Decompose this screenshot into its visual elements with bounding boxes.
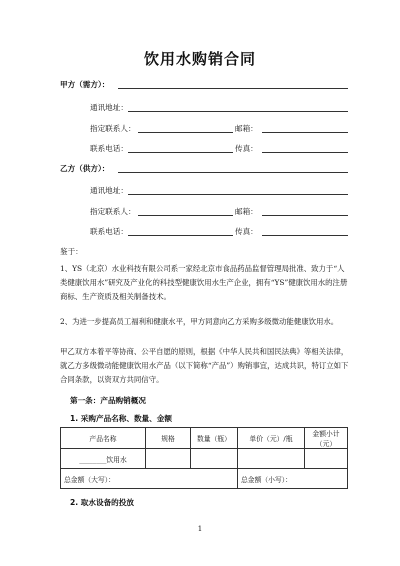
party-b-phone-label: 联系电话： (90, 227, 128, 236)
clause-3: 甲乙双方本着平等协商、公平自愿的原则，根据《中华人民共和国民法典》等相关法律，就乙方多级微动能健康饮用水产品（以下简称“产品”）购销事宜，达成共识，特订立如下合同条款，以资双方共同信守。 (60, 347, 349, 384)
clause-2: 2、为进一步提高员工福利和健康水平，甲方同意向乙方采购多级微动能健康饮用水。 (60, 317, 339, 326)
party-b-fax-blank (262, 235, 348, 236)
party-a-email-label: 邮箱： (235, 124, 258, 133)
party-b-email-blank (262, 215, 348, 216)
product-table (60, 427, 348, 489)
party-b-email-label: 邮箱： (235, 207, 258, 216)
party-b-address-label: 通讯地址： (90, 186, 128, 195)
party-a-email-blank (262, 132, 348, 133)
total-lower-cell: 总金额（小写）： (238, 469, 348, 489)
table-cell (146, 449, 191, 469)
party-a-fax-label: 传真： (235, 144, 258, 153)
section-1-heading: 1. 采购产品名称、数量、金额 (70, 414, 172, 423)
table-header-cell: 产品名称 (61, 428, 146, 449)
table-cell: ________饮用水 (61, 449, 146, 469)
table-header-cell: 金额小计（元） (305, 428, 348, 449)
page-title: 饮用水购销合同 (143, 50, 256, 68)
party-b-fax-label: 传真： (235, 227, 258, 236)
clause-1: 1、YS（北京）水业科技有限公司系一家经北京市食品药品监督管理局批准、致力于“人类健康饮用水”研究及产业化的科技型健康饮用水生产企业，拥有“YS”健康饮用水的注册商标、生产资质及相关制备技术。 (60, 264, 348, 301)
table-total-row (61, 469, 348, 489)
party-a-fax-blank (262, 152, 348, 153)
total-upper-cell: 总金额（大写）： (61, 469, 238, 489)
party-a-address-label: 通讯地址： (90, 103, 128, 112)
party-a-phone-blank (128, 152, 233, 153)
article-1-heading: 第一条：产品购销概况 (70, 396, 146, 405)
party-a-contact-blank (138, 132, 233, 133)
whereas-heading: 鉴于： (60, 247, 83, 256)
party-b-address-blank (128, 194, 348, 195)
party-a-label: 甲方（需方）： (60, 80, 110, 89)
party-b-phone-blank (128, 235, 233, 236)
party-a-contact-label: 指定联系人： (90, 124, 136, 133)
table-header-cell: 数量（瓶） (191, 428, 238, 449)
party-b-label: 乙方（供方）： (60, 164, 110, 173)
party-a-phone-label: 联系电话： (90, 144, 128, 153)
table-cell (238, 449, 305, 469)
party-b-contact-label: 指定联系人： (90, 207, 136, 216)
table-cell (305, 449, 348, 469)
table-header-cell: 单价（元）/瓶 (238, 428, 305, 449)
table-header-row (61, 428, 348, 449)
party-a-blank (118, 88, 348, 89)
table-cell (191, 449, 238, 469)
table-row (61, 449, 348, 469)
section-2-heading: 2. 取水设备的投放 (70, 498, 134, 507)
party-b-blank (118, 172, 348, 173)
page-number: 1 (197, 525, 203, 533)
table-header-cell: 规格 (146, 428, 191, 449)
party-a-address-blank (128, 111, 348, 112)
party-b-contact-blank (138, 215, 233, 216)
